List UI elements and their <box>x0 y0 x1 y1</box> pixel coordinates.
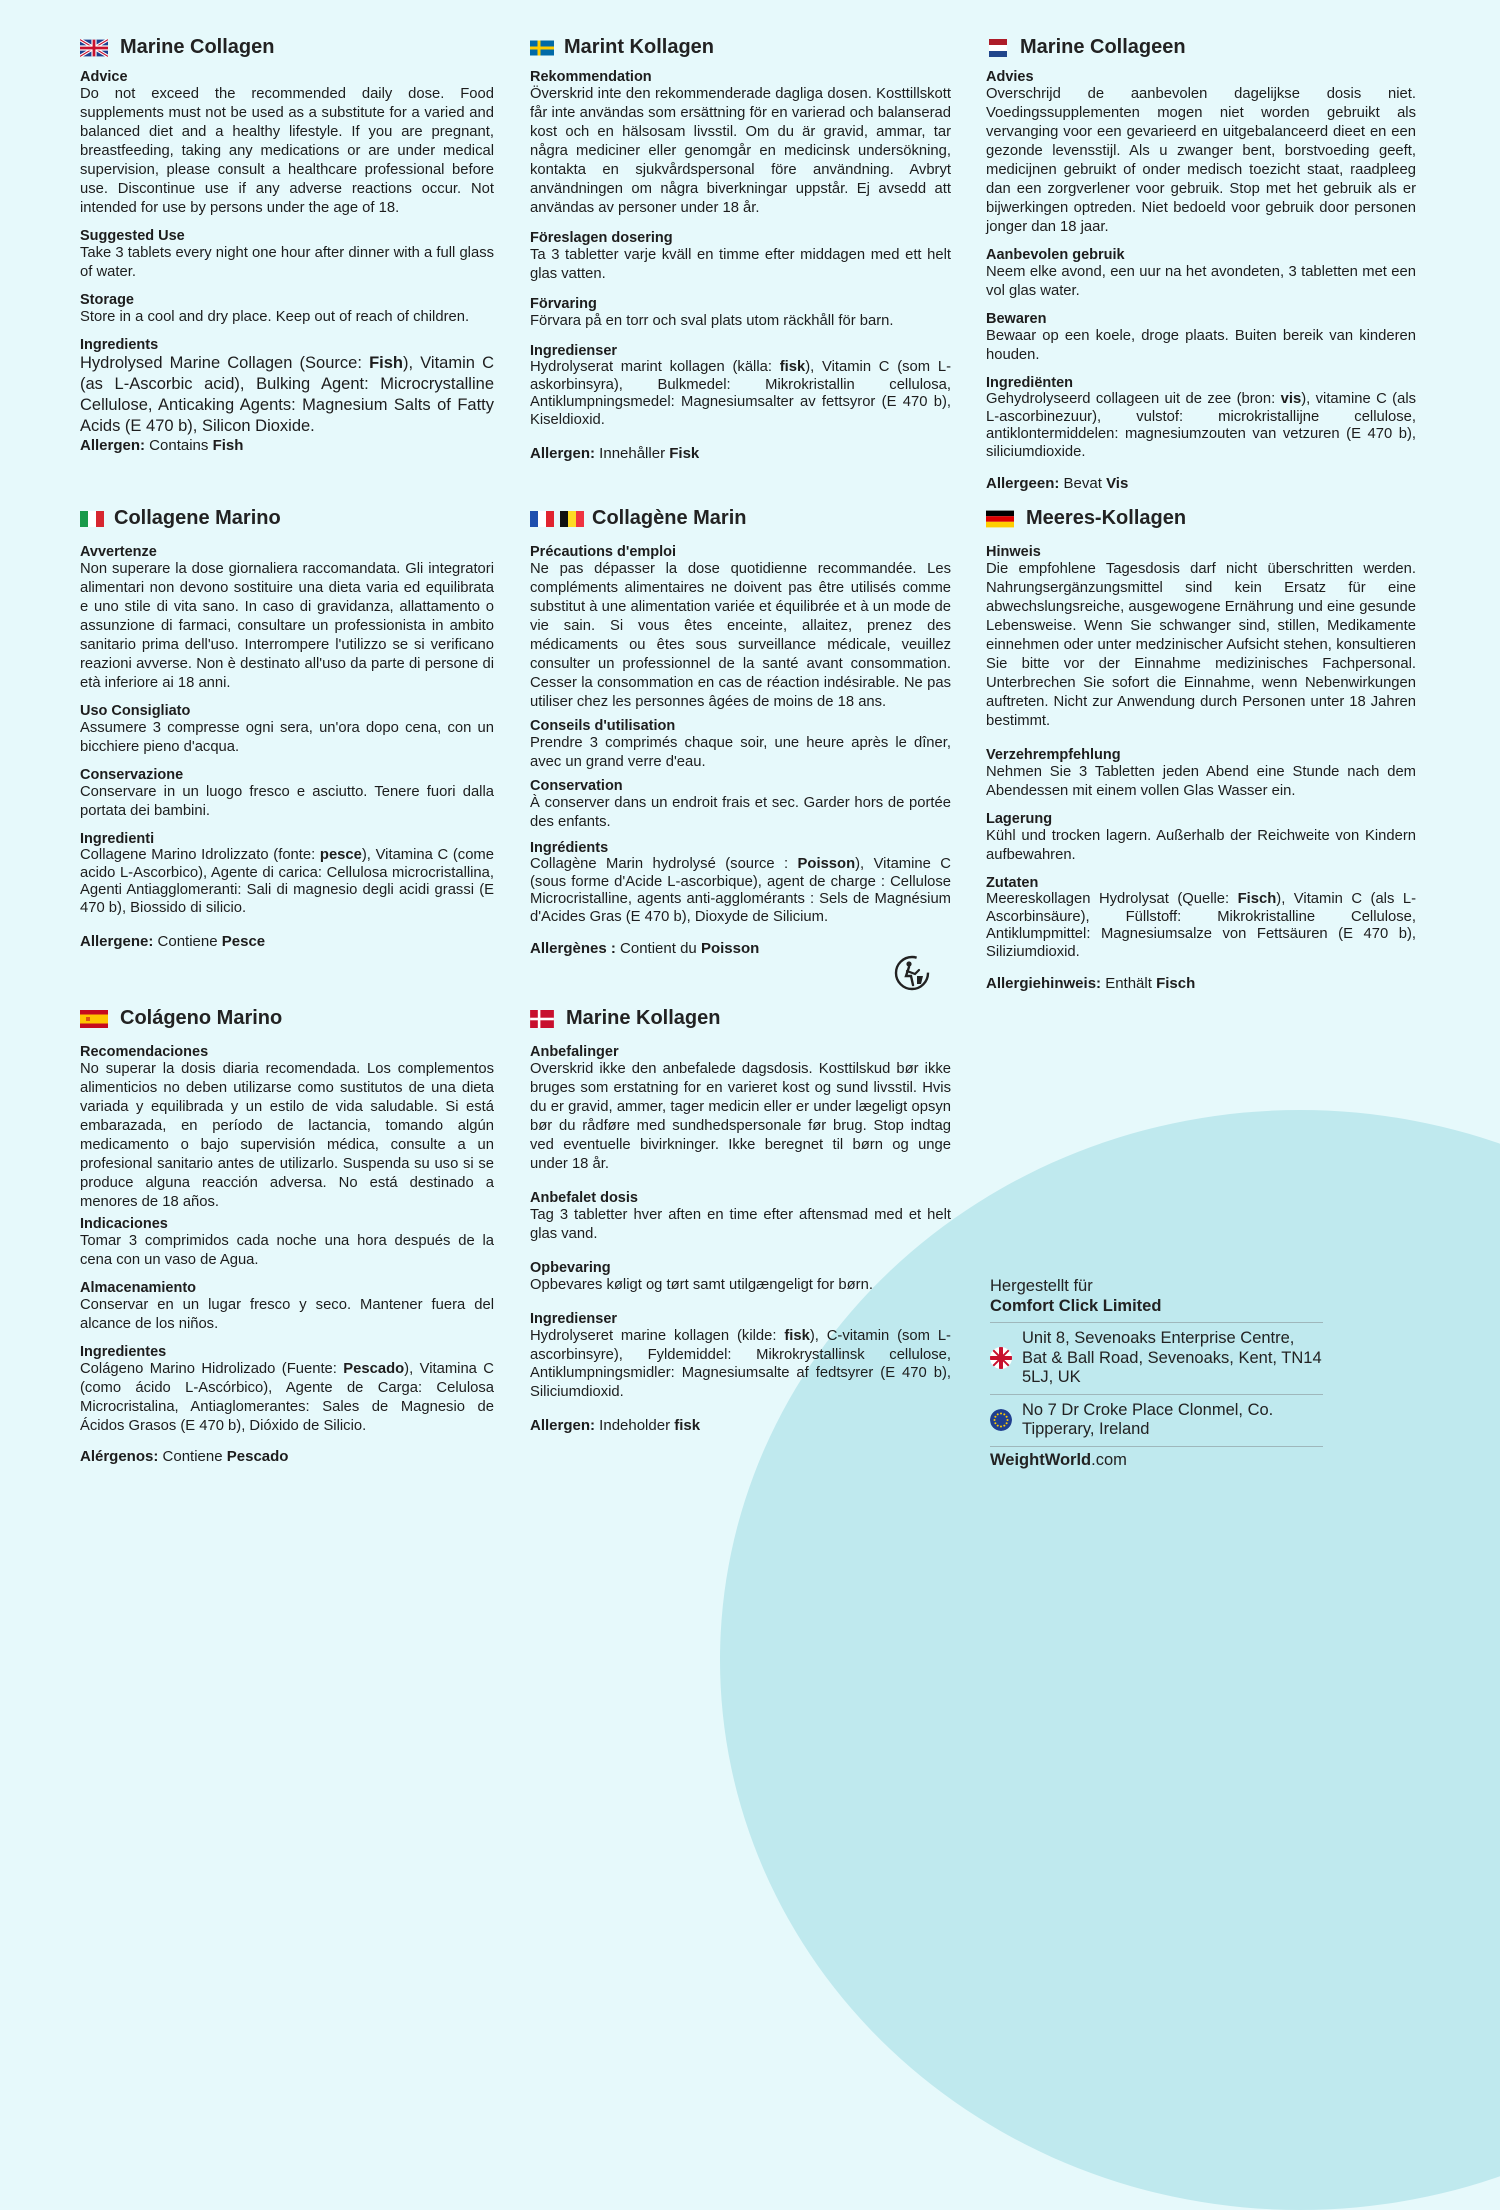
allergen-line: Allergeen: Bevat Vis <box>986 475 1129 492</box>
flag-spain-icon <box>80 1010 108 1028</box>
eu-address: No 7 Dr Croke Place Clonmel, Co. Tipperary, Ireland <box>1022 1400 1274 1438</box>
advice-heading: Avvertenze <box>80 544 157 560</box>
storage-text: Opbevares køligt og tørt samt utilgængeligt for børn. <box>530 1277 873 1293</box>
ingredients-text: Collagène Marin hydrolysé (source : Poisson), Vitamine C (sous forme d'Acide L-ascorbique), agent de charge : Cellulose Microcristalline, agents anti-agglomérants : Sels de Magnésium d'Acides Gras (E 470 b), Dioxyde de Silicium. <box>530 856 951 925</box>
flag-france-icon <box>530 510 554 528</box>
section-title: Marine Kollagen <box>566 1007 721 1029</box>
advice-heading: Hinweis <box>986 544 1041 560</box>
section-title: Collagène Marin <box>592 507 747 529</box>
advice-heading: Advies <box>986 69 1034 85</box>
allergen-line: Allergen: Innehåller Fisk <box>530 445 700 462</box>
ingredients-heading: Ingredients <box>80 337 159 353</box>
storage-text: Conservar en un lugar fresco y seco. Mantener fuera del alcance de los niños. <box>80 1297 494 1332</box>
use-heading: Uso Consigliato <box>80 703 191 719</box>
flag-italy-icon <box>80 510 104 528</box>
section-header <box>986 507 1416 530</box>
use-heading: Suggested Use <box>80 228 185 244</box>
use-text: Nehmen Sie 3 Tabletten jeden Abend eine Stunde nach dem Abendessen mit einem vollen Glas Wasser ein. <box>986 764 1416 799</box>
advice-text: Överskrid inte den rekommenderade dagliga dosen. Kosttillskott får inte användas som ersättning för en varierad och balanserad kost och en hälsosam livsstil. Om du är gravid, ammar, tar några mediciner eller genomgår en medicinsk undersökning, kontakta en sjukvårdspersonal före användning. Avbryt användningen om några biverkningar uppstår. Ej avsedd att användas av personer under 18 år. <box>530 86 951 216</box>
section-danish <box>530 1007 951 1434</box>
advice-text: Non superare la dose giornaliera raccomandata. Gli integratori alimentari non devono sostituire una dieta varia ed equilibrata e uno stile di vita sano. In caso di gravidanza, allattamento o assunzione di farmaci, consultare un professionista in ambito sanitario prima dell'uso. Interrompere l'utilizzo se si verificano reazioni avverse. Non è destinato all'uso da parte di persone di età inferiore ai 18 anni. <box>80 561 494 691</box>
eu-address-row <box>990 1394 1323 1446</box>
ingredients-text: Gehydrolyseerd collageen uit de zee (bron: vis), vitamine C (als L-ascorbinezuur), vulstof: microkristallijne cellulose, antiklontermiddelen: magnesiumzouten van vetzuren (E 470 b), siliciumdioxide. <box>986 391 1416 460</box>
storage-text: À conserver dans un endroit frais et sec. Garder hors de portée des enfants. <box>530 795 951 830</box>
use-text: Ta 3 tabletter varje kväll en timme efter middagen med ett helt glas vatten. <box>530 247 951 282</box>
section-header <box>530 507 951 530</box>
ingredients-heading: Ingrédients <box>530 840 609 856</box>
advice-heading: Recomendaciones <box>80 1044 209 1060</box>
ingredients-heading: Ingrediënten <box>986 375 1074 391</box>
ingredients-text: Hydrolyseret marine kollagen (kilde: fisk), C-vitamin (som L-ascorbinsyre), Fyldemiddel: Mikrokrystallinsk cellulose, Antiklumpningsmidler: Magnesiumsalte af fedtsyrer (E 470 b), Siliciumdioxid. <box>530 1328 951 1400</box>
section-header <box>986 36 1416 59</box>
made-for-label: Hergestellt für <box>990 1277 1093 1295</box>
use-text: Tomar 3 comprimidos cada noche una hora después de la cena con un vaso de Agua. <box>80 1233 494 1268</box>
storage-heading: Conservation <box>530 778 623 794</box>
use-text: Assumere 3 compresse ogni sera, un'ora dopo cena, con un bicchiere pieno d'acqua. <box>80 720 494 755</box>
storage-heading: Förvaring <box>530 296 597 312</box>
advice-text: Ne pas dépasser la dose quotidienne recommandée. Les compléments alimentaires ne doivent pas être utilisés comme substitut à une alimentation variée et équilibrée et à un mode de vie sain. Si vous êtes enceinte, allaitez, prenez des médicaments ou êtes sous surveillance médicale, veuillez consulter un professionnel de la santé avant consommation. Cesser la consommation en cas de réaction indésirable. Ne pas utiliser chez les personnes âgées de moins de 18 ans. <box>530 561 951 710</box>
use-text: Neem elke avond, een uur na het avondeten, 3 tabletten met een vol glas water. <box>986 264 1416 299</box>
ingredients-heading: Ingredientes <box>80 1344 167 1360</box>
use-heading: Indicaciones <box>80 1216 168 1232</box>
flag-uk-icon <box>990 1347 1012 1369</box>
advice-text: Overskrid ikke den anbefalede dagsdosis. Kosttilskud bør ikke bruges som erstatning for en varieret kost og sund livsstil. Hvis du er gravid, ammer, tager medicin eller er under lægeligt opsyn bør du rådføre med sundhedspersonale før brug. Stop indtag ved eventuelle bivirkninger. Ikke beregnet til børn og unge under 18 år. <box>530 1061 951 1172</box>
storage-text: Kühl und trocken lagern. Außerhalb der Reichweite von Kindern aufbewahren. <box>986 828 1416 863</box>
use-heading: Verzehrempfehlung <box>986 747 1121 763</box>
section-title: Colágeno Marino <box>120 1007 283 1029</box>
ingredients-heading: Ingredienser <box>530 1311 618 1327</box>
use-text: Take 3 tablets every night one hour after dinner with a full glass of water. <box>80 245 494 280</box>
storage-text: Conservare in un luogo fresco e asciutto. Tenere fuori dalla portata dei bambini. <box>80 784 494 819</box>
ingredients-text: Colágeno Marino Hidrolizado (Fuente: Pescado), Vitamina C (como ácido L-Ascórbico), Agente de Carga: Celulosa Microcristalina, Antiaglomerantes: Sales de Magnesio de Ácidos Grasos (E 470 b), Dióxido de Silicio. <box>80 1361 494 1434</box>
flag-belgium-icon <box>560 510 584 528</box>
storage-text: Store in a cool and dry place. Keep out of reach of children. <box>80 309 470 325</box>
section-spanish <box>80 1007 494 1465</box>
storage-heading: Opbevaring <box>530 1260 611 1276</box>
use-heading: Föreslagen dosering <box>530 230 673 246</box>
section-german <box>986 507 1416 992</box>
ingredients-text: Hydrolysed Marine Collagen (Source: Fish), Vitamin C (as L-Ascorbic acid), Bulking Agent: Microcrystalline Cellulose, Anticaking Agents: Magnesium Salts of Fatty Acids (E 470 b), Silicon Dioxide. <box>80 354 494 435</box>
allergen-line: Allergen: Contains Fish <box>80 437 244 454</box>
use-heading: Aanbevolen gebruik <box>986 247 1125 263</box>
ingredients-heading: Ingredienser <box>530 343 618 359</box>
advice-heading: Advice <box>80 69 128 85</box>
ingredients-text: Hydrolyserat marint kollagen (källa: fisk), Vitamin C (som L-askorbinsyra), Bulkmedel: Mikrokristallin cellulosa, Antiklumpningsmedel: Magnesiumsalter av fettsyror (E 470 b), Kiseldioxid. <box>530 359 952 428</box>
use-text: Tag 3 tabletter hver aften en time efter aftensmad med et helt glas vand. <box>530 1207 951 1242</box>
section-header <box>80 1007 494 1030</box>
section-italian <box>80 507 494 950</box>
uk-address-row <box>990 1322 1323 1394</box>
uk-address: Unit 8, Sevenoaks Enterprise Centre, Bat & Ball Road, Sevenoaks, Kent, TN14 5LJ, UK <box>1022 1329 1322 1386</box>
advice-heading: Précautions d'emploi <box>530 544 677 560</box>
ingredients-text: Collagene Marino Idrolizzato (fonte: pesce), Vitamina C (come acido L-Ascorbico), Agente di carica: Cellulosa microcristallina, Agenti Antiagglomeranti: Sali di magnesio degli acidi grassi (E 470 b), Biossido di silicio. <box>80 847 494 916</box>
use-heading: Conseils d'utilisation <box>530 718 676 734</box>
ingredients-heading: Ingredienti <box>80 831 155 847</box>
advice-text: Overschrijd de aanbevolen dagelijkse dosis niet. Voedingssupplementen mogen niet worden gebruikt als vervanging voor een gevarieerd en uitgebalanceerd dieet en een gezonde levensstijl. Als u zwanger bent, borstvoeding geeft, medicijnen gebruikt of onder medisch toezicht staat, raadpleeg dan een zorgverlener voor gebruik. Stop met het gebruik als er bijwerkingen optreden. Niet bedoeld voor gebruik door personen jonger dan 18 jaar. <box>986 86 1416 235</box>
section-title: Marint Kollagen <box>564 36 715 58</box>
advice-heading: Rekommendation <box>530 69 652 85</box>
storage-text: Bewaar op een koele, droge plaats. Buiten bereik van kinderen houden. <box>986 328 1416 363</box>
manufacturer-block <box>990 1276 1323 1470</box>
advice-heading: Anbefalinger <box>530 1044 619 1060</box>
section-title: Collagene Marino <box>114 507 281 529</box>
storage-heading: Almacenamiento <box>80 1280 197 1296</box>
allergen-line: Allergene: Contiene Pesce <box>80 933 266 950</box>
flag-eu-icon <box>990 1409 1012 1431</box>
storage-text: Förvara på en torr och sval plats utom räckhåll för barn. <box>530 313 894 329</box>
section-title: Marine Collageen <box>1020 36 1186 58</box>
advice-text: Do not exceed the recommended daily dose. Food supplements must not be used as a substitute for a varied and balanced diet and a healthy lifestyle. If you are pregnant, breastfeeding, taking any medications or are under medical supervision, please consult a healthcare professional before use. Discontinue use if any adverse reactions occur. Not intended for use by persons under the age of 18. <box>80 86 494 216</box>
section-header <box>80 36 494 59</box>
section-header <box>530 36 951 59</box>
flag-uk-icon <box>80 39 108 57</box>
section-swedish <box>530 36 951 462</box>
section-title: Marine Collagen <box>120 36 275 58</box>
advice-text: Die empfohlene Tagesdosis darf nicht überschritten werden. Nahrungsergänzungsmittel sind kein Ersatz für eine abwechslungsreiche, ausgewogene Ernährung und eine gesunde Lebensweise. Wenn Sie schwanger sind, stillen, Medikamente einnehmen oder unter medzinischer Aufsicht stehen, konsultieren Sie bitte vor der Einnahme medizinisches Fachpersonal. Unterbrechen Sie sofort die Einnahme, wenn Nebenwirkungen auftreten. Nicht zur Anwendung durch Personen unter 18 Jahren bestimmt. <box>986 561 1416 729</box>
flag-denmark-icon <box>530 1010 554 1028</box>
section-title: Meeres-Kollagen <box>1026 507 1187 529</box>
flag-netherlands-icon <box>986 39 1010 57</box>
storage-heading: Conservazione <box>80 767 184 783</box>
section-english <box>80 36 494 454</box>
section-header <box>530 1007 951 1030</box>
storage-heading: Storage <box>80 292 134 308</box>
section-dutch <box>986 36 1416 492</box>
company-name: Comfort Click Limited <box>990 1297 1162 1315</box>
section-header <box>80 507 494 530</box>
storage-heading: Bewaren <box>986 311 1047 327</box>
allergen-line: Allergènes : Contient du Poisson <box>530 940 760 957</box>
allergen-line: Allergen: Indeholder fisk <box>530 1417 701 1434</box>
advice-text: No superar la dosis diaria recomendada. Los complementos alimenticios no deben utilizarse como sustitutos de una dieta variada y equilibrada y un estilo de vida saludable. Si está embarazada, en período de lactancia, tomando algún medicamento o bajo supervisión médica, consulte a un profesional sanitario antes de utilizarlo. Suspenda su uso si se produce alguna reacción adversa. No está destinado a menores de 18 años. <box>80 1061 494 1210</box>
recycle-icon <box>893 954 931 992</box>
ingredients-text: Meereskollagen Hydrolysat (Quelle: Fisch), Vitamin C (als L-Ascorbinsäure), Füllstoff: Mikrokristalline Cellulose, Antiklumpmittel: Magnesiumsalze von Fettsäuren (E 470 b), Siliziumdioxid. <box>986 891 1417 960</box>
website: WeightWorld.com <box>990 1446 1323 1470</box>
flag-sweden-icon <box>530 39 554 57</box>
allergen-line: Allergiehinweis: Enthält Fisch <box>986 975 1196 992</box>
storage-heading: Lagerung <box>986 811 1053 827</box>
use-heading: Anbefalet dosis <box>530 1190 638 1206</box>
section-french <box>530 507 951 957</box>
use-text: Prendre 3 comprimés chaque soir, une heure après le dîner, avec un grand verre d'eau. <box>530 735 951 770</box>
allergen-line: Alérgenos: Contiene Pescado <box>80 1448 289 1465</box>
ingredients-heading: Zutaten <box>986 875 1039 891</box>
flag-germany-icon <box>986 510 1014 528</box>
